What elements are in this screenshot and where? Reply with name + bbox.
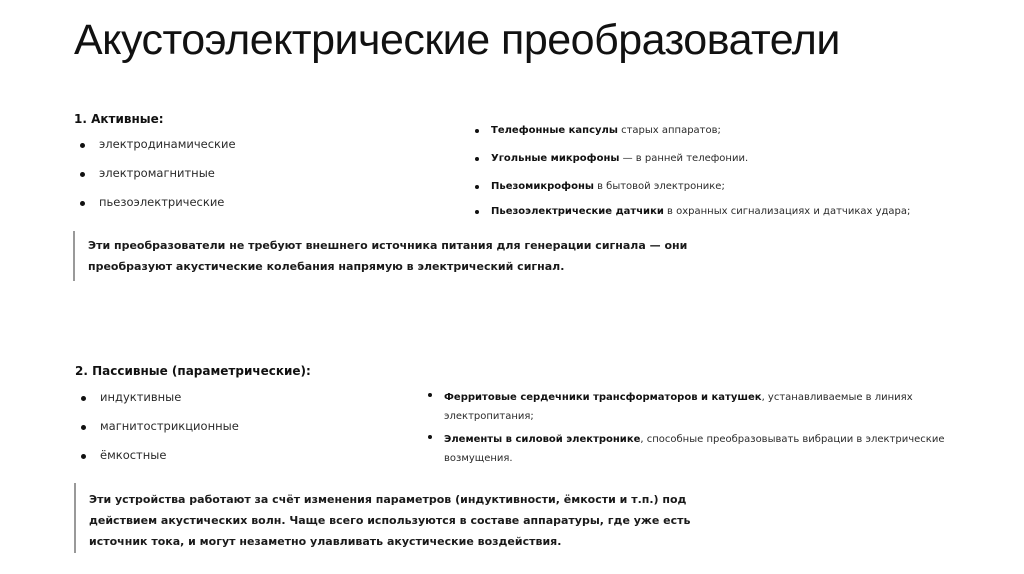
- list-item: электромагнитные: [74, 166, 236, 195]
- active-heading: 1. Активные:: [74, 112, 164, 126]
- bullet-icon: [475, 185, 479, 189]
- list-item: Ферритовые сердечники трансформаторов и катушек, устанавливаемые в линиях электропитания;: [424, 388, 944, 430]
- active-note: Эти преобразователи не требуют внешнего источника питания для генерации сигнала — они преобразуют акустические колебания напрямую в электрический сигнал.: [73, 231, 687, 281]
- bullet-icon: [428, 435, 432, 439]
- slide-title: Акустоэлектрические преобразователи: [74, 16, 840, 64]
- list-item: Элементы в силовой электронике, способные преобразовывать вибрации в электрические возмущения.: [424, 430, 944, 470]
- list-item: Телефонные капсулы старых аппаратов;: [471, 124, 910, 152]
- passive-heading: 2. Пассивные (параметрические):: [75, 364, 311, 378]
- bullet-icon: [81, 396, 86, 401]
- active-examples-list: [471, 124, 910, 223]
- bullet-icon: [80, 172, 85, 177]
- list-item: ёмкостные: [75, 448, 239, 477]
- passive-note: Эти устройства работают за счёт изменения параметров (индуктивности, ёмкости и т.п.) под действием акустических волн. Чаще всего используются в составе аппаратуры, где уже есть источник тока, и могут незаметно улавливать акустические воздействия.: [74, 483, 690, 553]
- active-types-list: [74, 137, 236, 224]
- bullet-icon: [81, 454, 86, 459]
- passive-examples-list: [424, 388, 944, 470]
- list-item: Пьезоэлектрические датчики в охранных сигнализациях и датчиках удара;: [471, 205, 910, 223]
- passive-types-list: [75, 390, 239, 477]
- bullet-icon: [81, 425, 86, 430]
- list-item: индуктивные: [75, 390, 239, 419]
- list-item: магнитострикционные: [75, 419, 239, 448]
- bullet-icon: [475, 210, 479, 214]
- bullet-icon: [80, 143, 85, 148]
- list-item: электродинамические: [74, 137, 236, 166]
- bullet-icon: [428, 393, 432, 397]
- list-item: Угольные микрофоны — в ранней телефонии.: [471, 152, 910, 180]
- list-item: Пьезомикрофоны в бытовой электронике;: [471, 180, 910, 205]
- bullet-icon: [475, 129, 479, 133]
- bullet-icon: [475, 157, 479, 161]
- list-item: пьезоэлектрические: [74, 195, 236, 224]
- bullet-icon: [80, 201, 85, 206]
